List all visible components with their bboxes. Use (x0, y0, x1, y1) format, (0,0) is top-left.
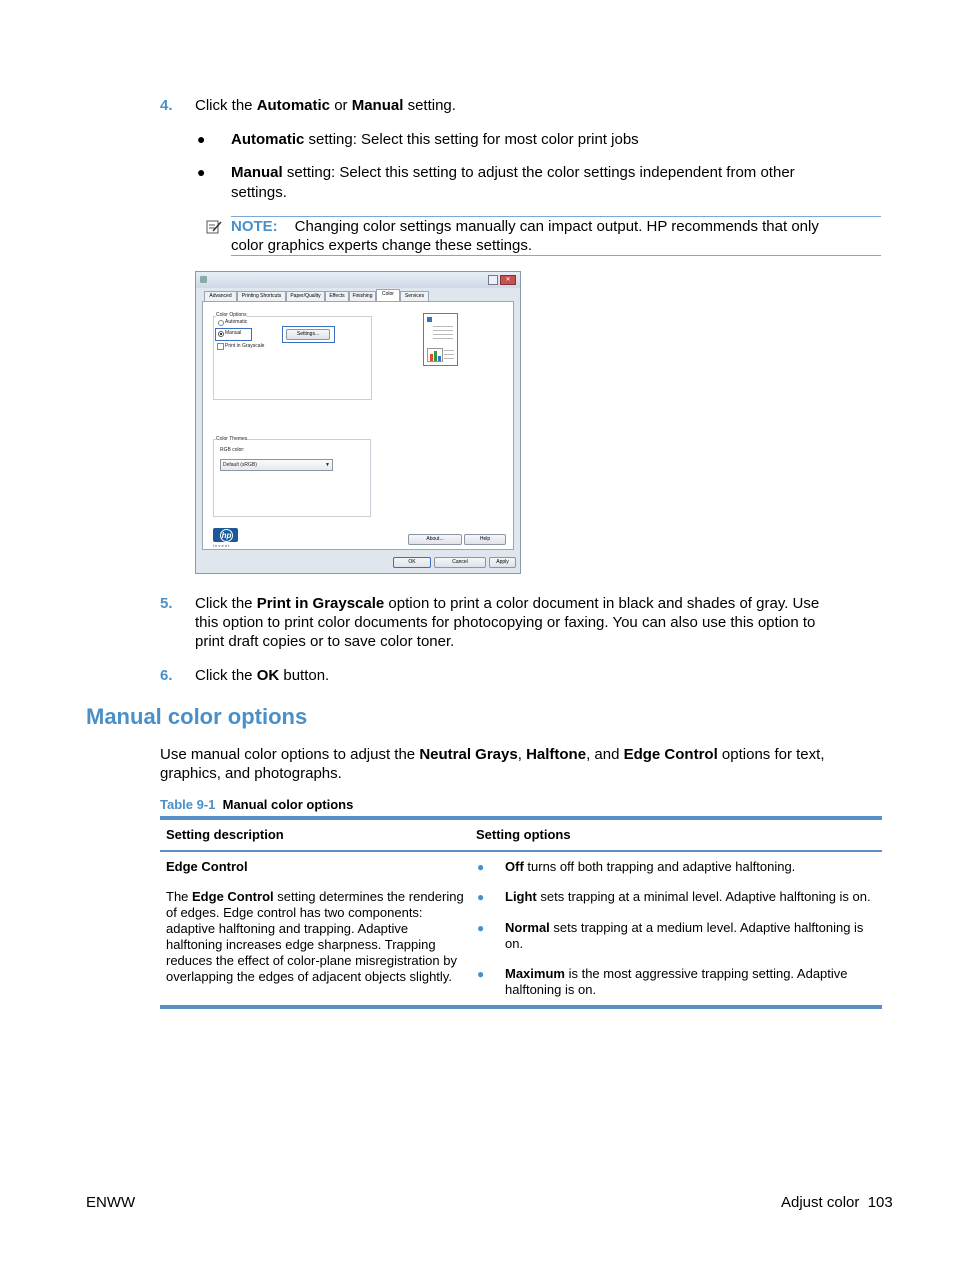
cancel-button[interactable]: Cancel (434, 557, 486, 568)
grayscale-label: Print in Grayscale (225, 343, 265, 349)
dialog-title-bar (196, 272, 520, 288)
note-line-2: color graphics experts change these settings. (231, 237, 533, 254)
color-themes-label: Color Themes (216, 436, 248, 442)
option-normal: Normal sets trapping at a medium level. Adaptive halftoning is (505, 920, 864, 935)
step-number: 4. (160, 97, 173, 114)
section-title: Manual color options (86, 704, 308, 729)
tab-finishing[interactable]: Finishing (349, 291, 376, 302)
hp-logo: hp (213, 528, 238, 542)
chevron-down-icon: ▼ (325, 462, 330, 468)
manual-label: Manual (225, 330, 242, 336)
option-off: Off turns off both trapping and adaptive halftoning. (505, 859, 796, 874)
print-properties-dialog (195, 271, 521, 574)
row-description-line: overlapping the edges of adjacent objects slightly. (166, 969, 452, 984)
bullet-manual-cont: settings. (231, 184, 287, 201)
ok-button[interactable]: OK (393, 557, 431, 568)
note-line-1: NOTE: Changing color settings manually can impact output. HP recommends that only (231, 218, 819, 235)
bullet-manual: Manual setting: Select this setting to adjust the color settings independent from other (231, 164, 795, 181)
tab-color[interactable]: Color (376, 289, 400, 301)
bullet-automatic: Automatic setting: Select this setting for most color print jobs (231, 131, 639, 148)
close-icon[interactable]: ✕ (500, 275, 516, 285)
rgb-color-value: Default (sRGB) (223, 462, 257, 468)
step-number: 6. (160, 667, 173, 684)
rgb-color-select[interactable] (220, 459, 333, 471)
option-normal-cont: on. (505, 936, 524, 951)
step-6-text: Click the OK button. (195, 667, 330, 684)
option-light: Light sets trapping at a minimal level. Adaptive halftoning is on. (505, 889, 871, 904)
row-description-line: adaptive halftoning and trapping. Adaptive (166, 921, 409, 936)
bullet-icon: ● (477, 860, 485, 874)
automatic-radio[interactable] (218, 320, 224, 326)
footer-left: ENWW (86, 1194, 136, 1211)
manual-radio[interactable] (218, 331, 224, 337)
note-bottom-rule (231, 255, 881, 256)
row-title: Edge Control (166, 859, 248, 874)
preview-page (423, 313, 458, 366)
note-icon (206, 220, 222, 239)
dialog-body (202, 301, 514, 550)
step-5-line-2: this option to print color documents for photocopying or faxing. You can also use this option to (195, 614, 816, 631)
footer-right: Adjust color 103 (781, 1194, 893, 1211)
table-header-description: Setting description (166, 827, 284, 842)
option-maximum: Maximum is the most aggressive trapping setting. Adaptive (505, 966, 848, 981)
bullet-icon: ● (477, 890, 485, 904)
bullet-icon: ● (477, 921, 485, 935)
automatic-label: Automatic (225, 319, 248, 325)
table-bottom-rule (160, 1005, 882, 1009)
intro-text: Use manual color options to adjust the Neutral Grays, Halftone, and Edge Control options for text, (160, 746, 825, 763)
rgb-color-label: RGB color: (220, 447, 245, 453)
row-description-line: halftoning increases edge sharpness. Trapping (166, 937, 436, 952)
tab-printing-shortcuts[interactable]: Printing Shortcuts (237, 291, 286, 302)
hp-invent-text: i n v e n t (213, 543, 230, 548)
page-number: 103 (867, 1194, 893, 1211)
table-top-rule (160, 816, 882, 820)
preview-logo-icon (427, 317, 432, 322)
step-5-text: Click the Print in Grayscale option to print a color document in black and shades of gray. Use (195, 595, 820, 612)
tab-paper-quality[interactable]: Paper/Quality (286, 291, 325, 302)
option-maximum-cont: halftoning is on. (505, 982, 597, 997)
help-icon[interactable] (488, 275, 498, 285)
help-button[interactable]: Help (464, 534, 506, 545)
printer-icon (200, 276, 207, 283)
bullet-icon: ● (477, 967, 485, 981)
row-description-line: of edges. Edge control has two components: (166, 905, 423, 920)
grayscale-checkbox[interactable] (217, 343, 224, 350)
about-button[interactable]: About... (408, 534, 462, 545)
row-description-line: reduces the effect of color-plane misregistration by (166, 953, 457, 968)
bullet-icon: ● (197, 131, 206, 147)
bullet-icon: ● (197, 164, 206, 180)
preview-chart-icon (427, 348, 443, 362)
apply-button[interactable]: Apply (489, 557, 516, 568)
step-number: 5. (160, 595, 173, 612)
table-header-rule (160, 850, 882, 852)
tab-effects[interactable]: Effects (325, 291, 349, 302)
row-description: The Edge Control setting determines the rendering (166, 889, 464, 904)
table-caption: Table 9-1 Manual color options (160, 797, 354, 812)
step-5-line-3: print draft copies or to save color toner. (195, 633, 455, 650)
tab-services[interactable]: Services (400, 291, 429, 302)
intro-line-2: graphics, and photographs. (160, 765, 342, 782)
tab-advanced[interactable]: Advanced (204, 291, 237, 302)
table-header-options: Setting options (476, 827, 571, 842)
step-4-text: Click the Automatic or Manual setting. (195, 97, 456, 114)
color-options-label: Color Options (216, 312, 247, 318)
settings-button[interactable]: Settings... (286, 329, 330, 340)
